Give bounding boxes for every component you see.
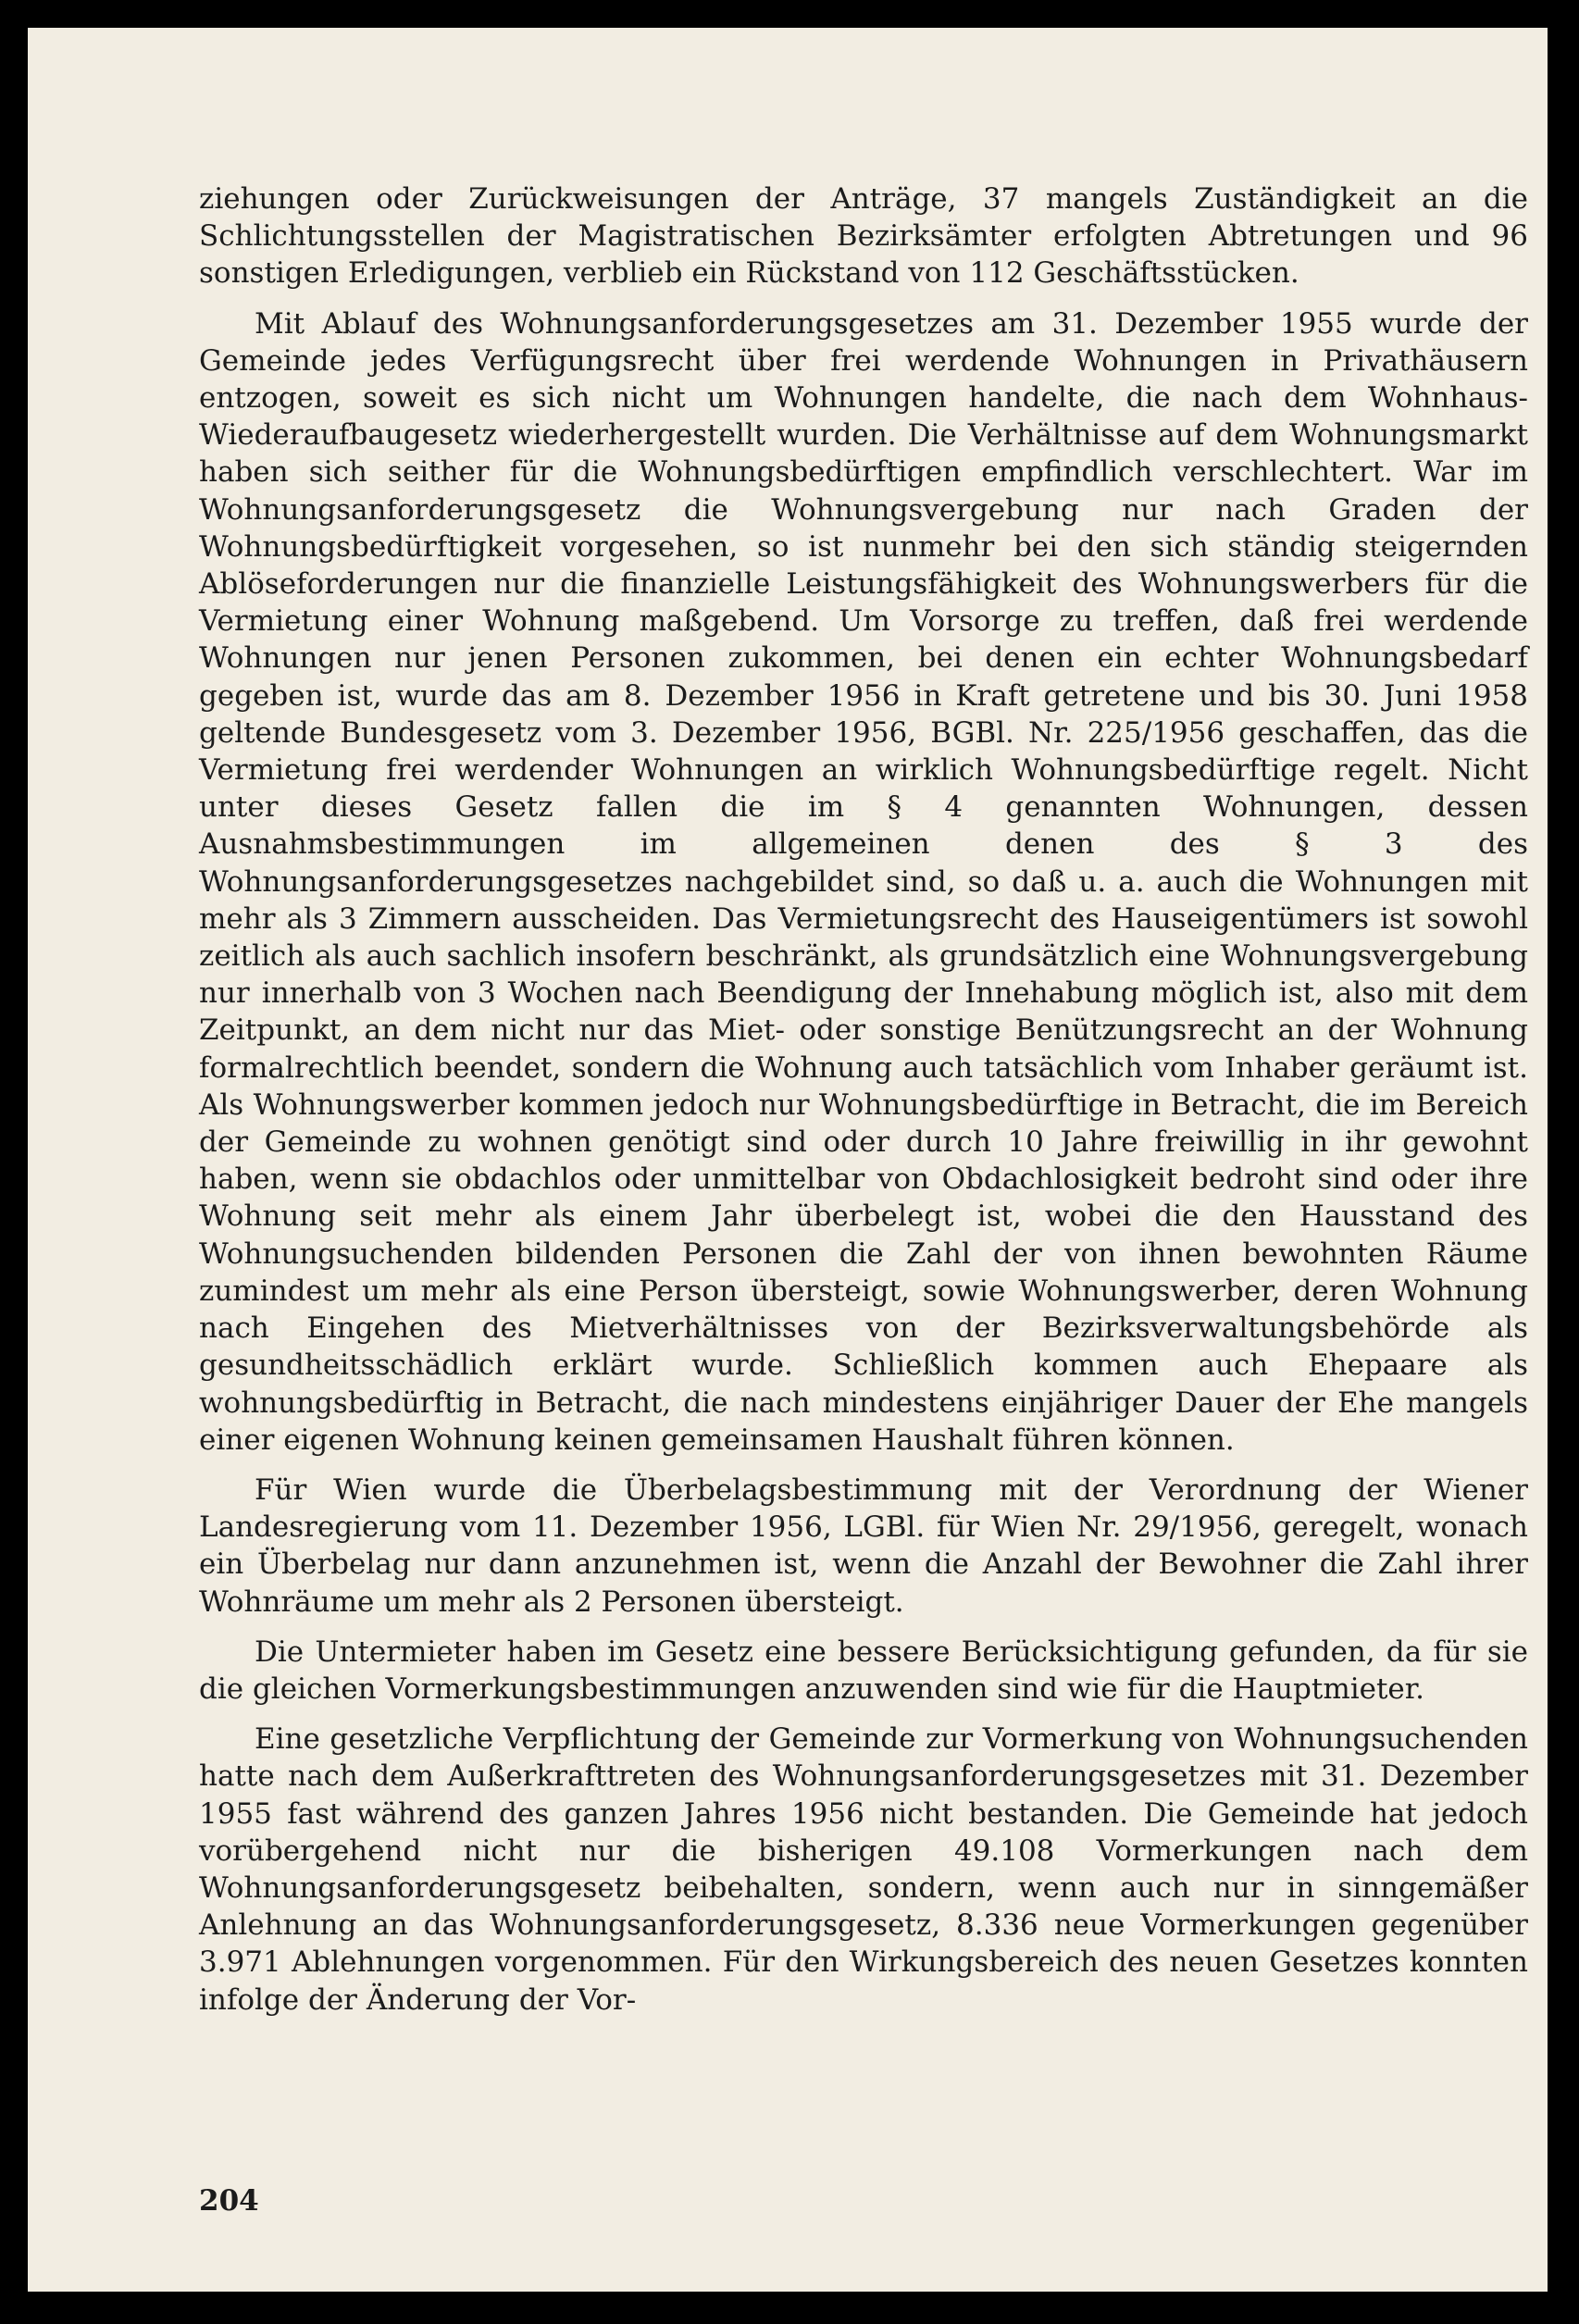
paragraph-ueberbelag: Für Wien wurde die Überbelagsbestimmung mit der Verordnung der Wiener Landesregierung vom 11. Dezember 1956, LGBl. für Wien Nr. 29/1956, geregelt, wonach ein Überbelag nur dann anzunehmen ist, wenn die Anzahl der Bewohner die Zahl ihrer Wohnräume um mehr als 2 Personen übersteigt. <box>199 1473 1528 1619</box>
paragraph-continuation: ziehungen oder Zurückweisungen der Anträge, 37 mangels Zuständigkeit an die Schlichtungsstellen der Magistratischen Bezirksämter erfolgten Abtretungen und 96 sonstigen Erledigungen, verblieb ein Rückstand von 112 Geschäftsstücken. <box>199 182 1528 291</box>
paragraph-wohnungsanforderungsgesetz: Mit Ablauf des Wohnungsanforderungsgesetzes am 31. Dezember 1955 wurde der Gemeinde jedes Verfügungsrecht über frei werdende Wohnungen in Privathäusern entzogen, soweit es sich nicht um Wohnungen handelte, die nach dem Wohnhaus-Wiederaufbaugesetz wiederhergestellt wurden. Die Verhältnisse auf dem Wohnungsmarkt haben sich seither für die Wohnungsbedürftigen empfindlich verschlechtert. War im Wohnungsanforderungsgesetz die Wohnungsvergebung nur nach Graden der Wohnungsbedürftigkeit vorgesehen, so ist nunmehr bei den sich ständig steigernden Ablöseforderungen nur die finanzielle Leistungsfähigkeit des Wohnungswerbers für die Vermietung einer Wohnung maßgebend. Um Vorsorge zu treffen, daß frei werdende Wohnungen nur jenen Personen zukommen, bei denen ein echter Wohnungsbedarf gegeben ist, wurde das am 8. Dezember 1956 in Kraft getretene und bis 30. Juni 1958 geltende Bundesgesetz vom 3. Dezember 1956, BGBl. Nr. 225/1956 geschaffen, das die Vermietung frei werdender Wohnungen an wirklich Wohnungsbedürftige regelt. Nicht unter dieses Gesetz fallen die im § 4 genannten Wohnungen, dessen Ausnahmsbestimmungen im allgemeinen denen des § 3 des Wohnungsanforderungsgesetzes nachgebildet sind, so daß u. a. auch die Wohnungen mit mehr als 3 Zimmern ausscheiden. Das Vermietungsrecht des Hauseigentümers ist sowohl zeitlich als auch sachlich insofern beschränkt, als grundsätzlich eine Wohnungsvergebung nur innerhalb von 3 Wochen nach Beendigung der Innehabung möglich ist, also mit dem Zeitpunkt, an dem nicht nur das Miet- oder sonstige Benützungsrecht an der Wohnung formalrechtlich beendet, sondern die Wohnung auch tatsächlich vom Inhaber geräumt ist. Als Wohnungswerber kommen jedoch nur Wohnungsbedürftige in Betracht, die im Bereich der Gemeinde zu wohnen genötigt sind oder durch 10 Jahre freiwillig in ihr gewohnt haben, wenn sie obdachlos oder unmittelbar von Obdachlosigkeit bedroht sind oder ihre Wohnung seit mehr als einem Jahr überbelegt ist, wobei die den Hausstand des Wohnungsuchenden bildenden Personen die Zahl der von ihnen bewohnten Räume zumindest um mehr als eine Person übersteigt, sowie Wohnungswerber, deren Wohnung nach Eingehen des Mietverhältnisses von der Bezirksverwaltungsbehörde als gesundheitsschädlich erklärt wurde. Schließlich kommen auch Ehepaare als wohnungsbedürftig in Betracht, die nach mindestens einjähriger Dauer der Ehe mangels einer eigenen Wohnung keinen gemeinsamen Haushalt führen können. <box>199 306 1528 1457</box>
paragraph-untermieter: Die Untermieter haben im Gesetz eine bessere Berücksichtigung gefunden, da für sie die gleichen Vormerkungsbestimmungen anzuwenden sind wie für die Hauptmieter. <box>199 1634 1528 1706</box>
document-page <box>28 28 1548 2292</box>
paragraph-vormerkung: Eine gesetzliche Verpflichtung der Gemeinde zur Vormerkung von Wohnungsuchenden hatte nach dem Außerkrafttreten des Wohnungsanforderungsgesetzes mit 31. Dezember 1955 fast während des ganzen Jahres 1956 nicht bestanden. Die Gemeinde hat jedoch vorübergehend nicht nur die bisherigen 49.108 Vormerkungen nach dem Wohnungsanforderungsgesetz beibehalten, sondern, wenn auch nur in sinngemäßer Anlehnung an das Wohnungsanforderungsgesetz, 8.336 neue Vormerkungen gegenüber 3.971 Ablehnungen vorgenommen. Für den Wirkungsbereich des neuen Gesetzes konnten infolge der Änderung der Vor- <box>199 1722 1528 2017</box>
page-number: 204 <box>199 2184 259 2218</box>
body-text <box>199 180 1528 2032</box>
